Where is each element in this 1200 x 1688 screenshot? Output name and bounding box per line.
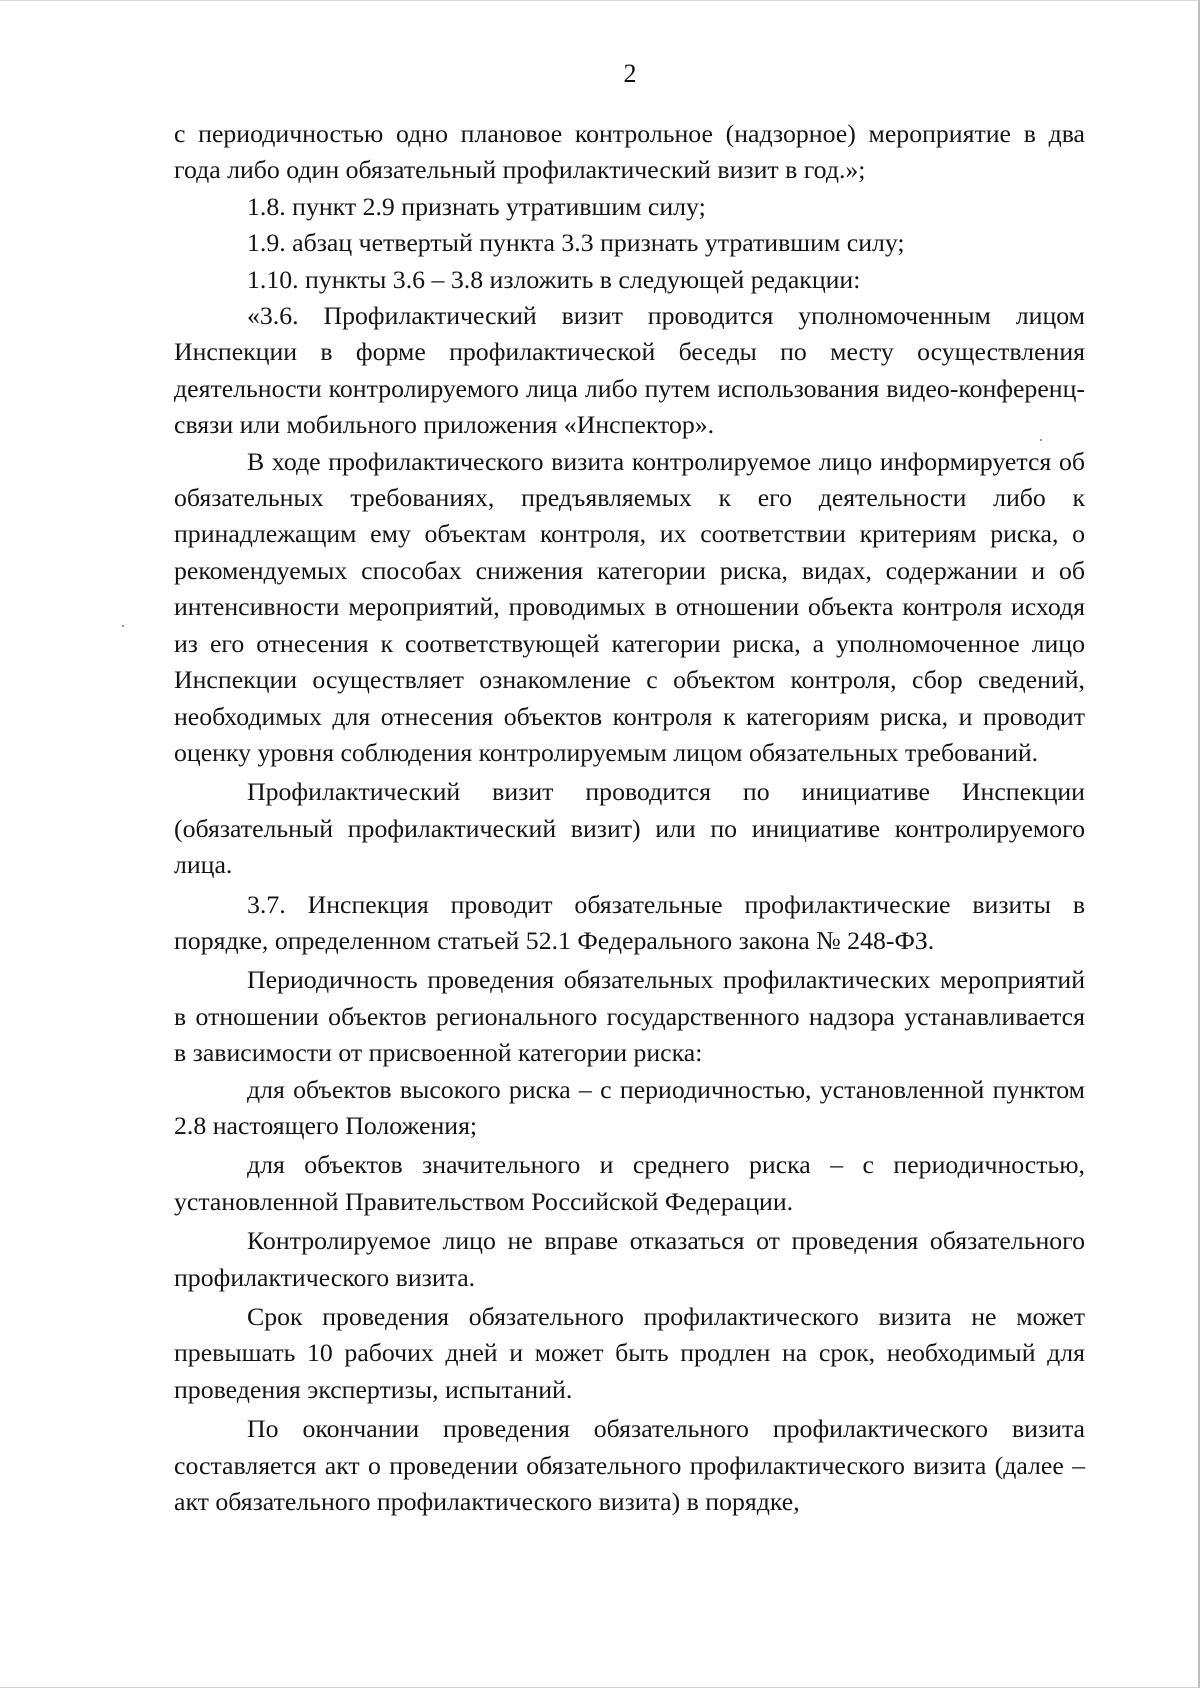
- paragraph: Контролируемое лицо не вправе отказаться от проведения обязательного профилактического визита.: [174, 1226, 1085, 1292]
- paragraph: 3.7. Инспекция проводит обязательные профилактические визиты в порядке, определенном статьей 52.1 Федерального закона № 248-ФЗ.: [174, 889, 1085, 955]
- page-number: 2: [623, 59, 637, 88]
- paragraph: Срок проведения обязательного профилактического визита не может превышать 10 рабочих дней и может быть продлен на срок, необходимый для проведения экспертизы, испытаний.: [174, 1302, 1085, 1404]
- document-body: [174, 116, 1085, 1520]
- paragraph: 1.10. пункты 3.6 – 3.8 изложить в следующей редакции:: [247, 264, 861, 294]
- paragraph: По окончании проведения обязательного профилактического визита составляется акт о проведении обязательного профилактического визита (далее – акт обязательного профилактического визита) в порядке,: [174, 1414, 1085, 1517]
- paragraph: Профилактический визит проводится по инициативе Инспекции (обязательный профилактический визит) или по инициативе контролируемого лица.: [174, 777, 1085, 880]
- scan-speck: [122, 625, 124, 627]
- paragraph: Периодичность проведения обязательных профилактических мероприятий в отношении объектов регионального государственного надзора устанавливается в зависимости от присвоенной категории риска:: [174, 965, 1085, 1068]
- paragraph: «3.6. Профилактический визит проводится уполномоченным лицом Инспекции в форме профилактической беседы по месту осуществления деятельности контролируемого лица либо путем использования видео-конференц-связи или мобильного приложения «Инспектор».: [174, 301, 1085, 440]
- paragraph: для объектов высокого риска – с периодичностью, установленной пунктом 2.8 настоящего Положения;: [174, 1074, 1085, 1140]
- paragraph: с периодичностью одно плановое контрольное (надзорное) мероприятие в два года либо один обязательный профилактический визит в год.»;: [174, 119, 1085, 185]
- paragraph: В ходе профилактического визита контролируемое лицо информируется об обязательных требованиях, предъявляемых к его деятельности либо к принадлежащим ему объектам контроля, их соответствии критериям риска, о рекомендуемых способах снижения категории риска, видах, содержании и об интенсивности мероприятий, проводимых в отношении объекта контроля исходя из его отнесения к соответствующей категории риска, а уполномоченное лицо Инспекции осуществляет ознакомление с объектом контроля, сбор сведений, необходимых для отнесения объектов контроля к категориям риска, и проводит оценку уровня соблюдения контролируемым лицом обязательных требований.: [174, 446, 1085, 767]
- paragraph: для объектов значительного и среднего риска – с периодичностью, установленной Правительством Российской Федерации.: [174, 1150, 1085, 1216]
- scan-speck: [1040, 439, 1042, 441]
- paragraph: 1.8. пункт 2.9 признать утратившим силу;: [247, 191, 706, 221]
- paragraph: 1.9. абзац четвертый пункта 3.3 признать утратившим силу;: [247, 228, 905, 258]
